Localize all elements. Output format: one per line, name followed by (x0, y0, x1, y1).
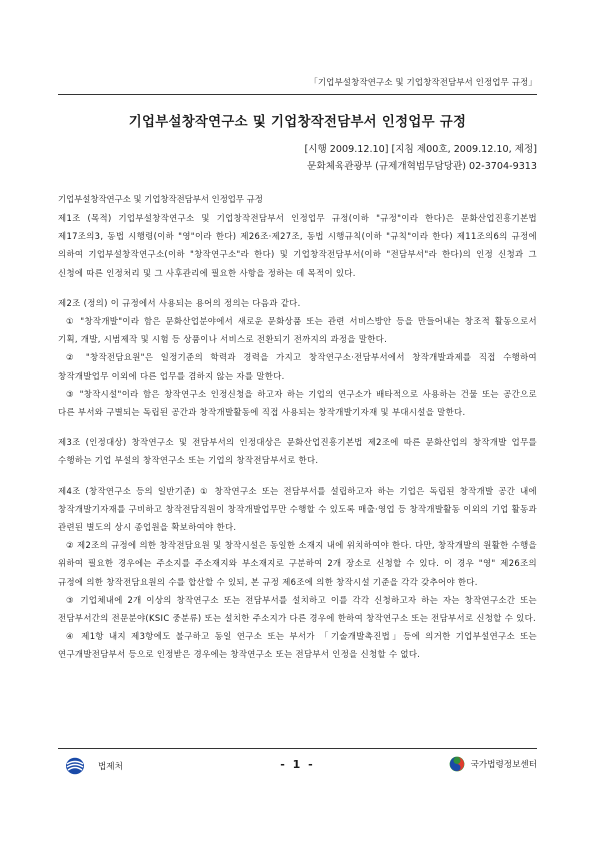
article-4-item-3: ③ 기업체내에 2개 이상의 창작연구소 또는 전담부서를 설치하고 이를 각각 신청하고자 하는 자는 창작연구소간 또는 전담부서간의 전문분야(KSIC 중분류) 또는 설치한 주소지가 다른 경우에 한하여 창작연구소 또는 전담부서로 신청할 수 있다. (58, 594, 537, 624)
article-2-item-2: ② "창작전담요원"은 일정기준의 학력과 경력을 가지고 창작연구소·전담부서에서 창작개발과제를 직접 수행하여 창작개발업무 이외에 다른 업무를 겸하지 않는 자를 말한다. (58, 352, 537, 381)
article-4-item-1: 제4조 (창작연구소 등의 일반기준) ① 창작연구소 또는 전담부서를 설립하고자 하는 기업은 독립된 창작개발 공간 내에 창작개발기자재를 구비하고 창작전담직원이 창작개발업무만 수행할 수 있도록 매출·영업 등 창작개발활동 이외의 기업 활동과 관련된 별도의 상시 종업원을 확보하여야 한다. (58, 485, 537, 533)
article-3: 제3조 (인정대상) 창작연구소 및 전담부서의 인정대상은 문화산업진흥기본법 제2조에 따른 문화산업의 창작개발 업무를 수행하는 기업 부설의 창작연구소 또는 기업의 창작전담부서로 한다. (58, 437, 537, 466)
header-rule (58, 94, 537, 95)
document-meta (304, 141, 537, 175)
footer-left-label: 법제처 (98, 762, 123, 772)
footer-right-label: 국가법령정보센터 (470, 760, 537, 770)
article-4-item-4: ④ 제1항 내지 제3항에도 불구하고 동일 연구소 또는 부서가 「기술개발촉진법」등에 의거한 기업부설연구소 또는 연구개발전담부서 등으로 인정받은 경우에는 창작연구소 또는 전담부서 인정을 신청할 수 없다. (58, 631, 537, 660)
page-number: - 1 - (280, 758, 315, 771)
ministry-contact: 문화체육관광부 (규제개혁법무담당관) 02-3704-9313 (307, 161, 537, 172)
article-4-item-2: ② 제2조의 규정에 의한 창작전담요원 및 창작시설은 동일한 소재지 내에 위치하여야 한다. 다만, 창작개발의 원활한 수행을 위하여 필요한 경우에는 주소지를 주소재지와 부소재지로 구분하여 2개 장소로 신청할 수 있다. 이 경우 "영" 제26조의 규정에 의한 창작전담요원의 수를 합산할 수 있되, 본 규정 제6조에 의한 창작시설 기준을 각각 갖추어야 한다. (58, 540, 537, 587)
document-title: 기업부설창작연구소 및 기업창작전담부서 인정업무 규정 (128, 115, 467, 130)
regulation-subheading: 기업부설창작연구소 및 기업창작전담부서 인정업무 규정 (58, 194, 263, 204)
article-2-intro: 제2조 (정의) 이 규정에서 사용되는 용어의 정의는 다음과 같다. (58, 297, 301, 308)
korea-emblem-icon (449, 756, 465, 772)
regulation-body (58, 209, 537, 664)
page-footer (58, 756, 537, 780)
article-2-item-3: ③ "창작시설"이라 함은 창작연구소 인정신청을 하고자 하는 기업의 연구소가 배타적으로 사용하는 건물 또는 공간으로 다른 부서와 구별되는 독립된 공간과 창작개발활동에 직접 사용되는 창작개발기자재 및 부대시설을 말한다. (58, 388, 537, 418)
running-header: 「기업부설창작연구소 및 기업창작전담부서 인정업무 규정」 (309, 77, 537, 87)
article-2-item-1: ① "창작개발"이라 함은 문화산업분야에서 새로운 문화상품 또는 관련 서비스방안 등을 만들어내는 창조적 활동으로서 기획, 개발, 시범제작 및 시험 등 상품이나 서비스로 전환되기 전까지의 과정을 말한다. (58, 316, 537, 345)
footer-rule (58, 748, 537, 749)
article-1: 제1조 (목적) 기업부설창작연구소 및 기업창작전담부서 인정업무 규정(이하 "규정"이라 한다)은 문화산업진흥기본법 제17조의3, 동법 시행령(이하 "영"이라 한다) 제26조·제27조, 동법 시행규칙(이하 "규칙"이라 한다) 제11조의6의 규정에 의하여 기업부설창작연구소(이하 "창작연구소"라 한다) 및 기업창작전담부서(이하 "전담부서"라 한다)의 인정 신청과 그 신청에 따른 인정처리 및 그 사후관리에 필요한 사항을 정하는 데 목적이 있다. (58, 213, 537, 278)
footer-right (449, 756, 537, 772)
enforcement-info: [시행 2009.12.10] [지침 제00호, 2009.12.10, 제정] (304, 144, 537, 155)
